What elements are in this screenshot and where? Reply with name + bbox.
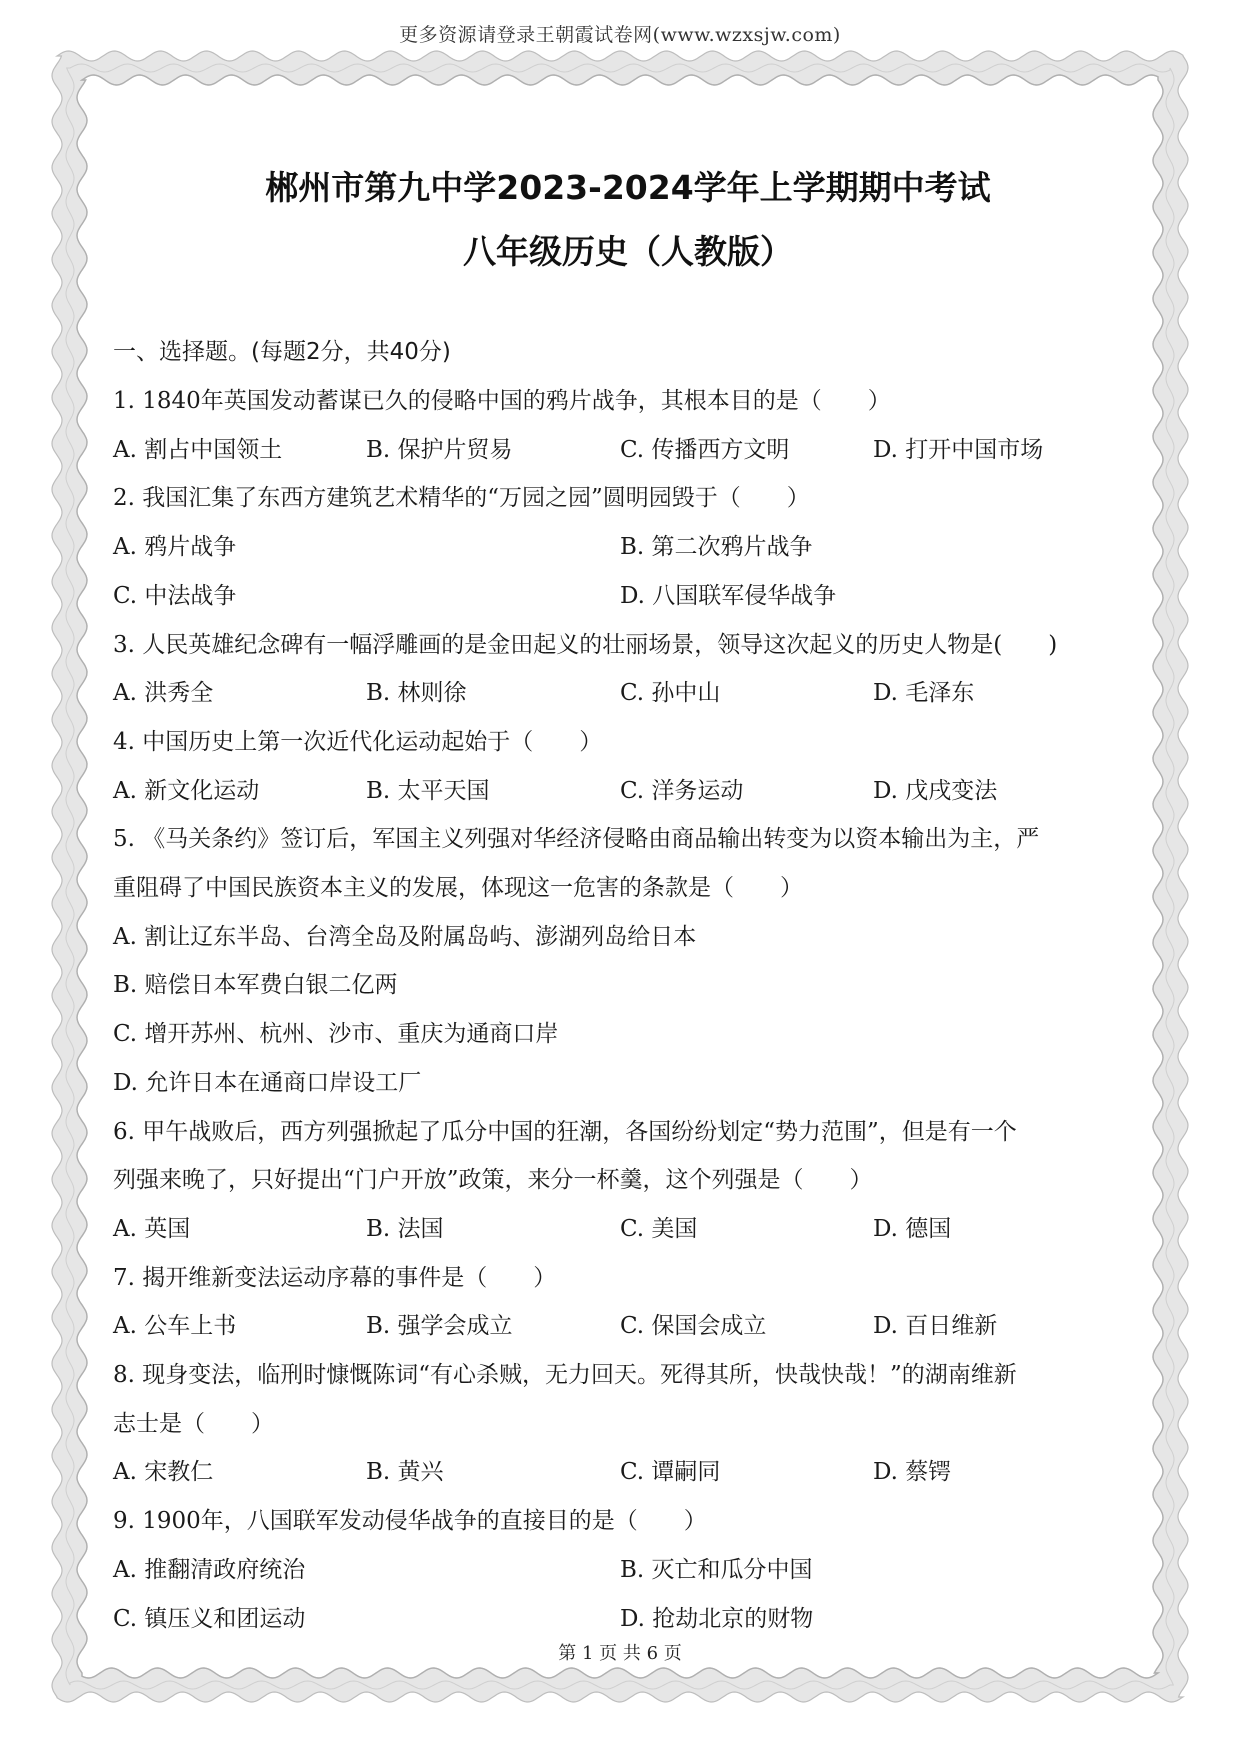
question-9-option-b: B. 灭亡和瓜分中国 <box>620 1556 813 1583</box>
question-1-option-a: A. 割占中国领土 <box>113 436 283 463</box>
question-3-option-a: A. 洪秀全 <box>113 680 214 707</box>
question-8-text: 8. 现身变法，临刑时慷慨陈词“有心杀贼，无力回天。死得其所，快哉快哉！”的湖南维新 <box>113 1362 1017 1388</box>
question-1-option-b: B. 保护片贸易 <box>366 436 513 463</box>
question-5-option-b: B. 赔偿日本军费白银二亿两 <box>113 972 398 999</box>
question-4-option-d: D. 戊戌变法 <box>873 777 998 804</box>
question-7-option-d: D. 百日维新 <box>873 1313 998 1340</box>
question-8-option-b: B. 黄兴 <box>366 1459 444 1486</box>
question-3-option-b: B. 林则徐 <box>366 680 467 707</box>
question-7-option-b: B. 强学会成立 <box>366 1313 513 1340</box>
exam-title: 郴州市第九中学2023-2024学年上学期期中考试 <box>265 168 991 207</box>
question-6-text: 列强来晚了，只好提出“门户开放”政策，来分一杯羹，这个列强是（ ） <box>113 1167 873 1194</box>
question-3-option-c: C. 孙中山 <box>620 680 721 707</box>
question-1-option-c: C. 传播西方文明 <box>620 436 790 463</box>
question-6-option-a: A. 英国 <box>113 1215 191 1242</box>
question-8-option-d: D. 蔡锷 <box>873 1459 952 1486</box>
question-5-option-c: C. 增开苏州、杭州、沙市、重庆为通商口岸 <box>113 1021 559 1048</box>
question-2-option-a: A. 鸦片战争 <box>113 534 237 561</box>
question-1-text: 1. 1840年英国发动蓄谋已久的侵略中国的鸦片战争，其根本目的是（ ） <box>113 388 891 414</box>
question-2-option-d: D. 八国联军侵华战争 <box>620 582 837 609</box>
question-4-option-a: A. 新文化运动 <box>113 777 260 804</box>
question-4-option-b: B. 太平天国 <box>366 777 490 804</box>
question-2-option-c: C. 中法战争 <box>113 582 237 609</box>
question-8-option-c: C. 谭嗣同 <box>620 1459 721 1486</box>
question-1-option-d: D. 打开中国市场 <box>873 436 1044 463</box>
question-9-option-a: A. 推翻清政府统治 <box>113 1556 306 1583</box>
question-9-option-d: D. 抢劫北京的财物 <box>620 1605 814 1632</box>
source-banner: 更多资源请登录王朝霞试卷网(www.wzxsjw.com) <box>399 24 841 46</box>
question-3-text: 3. 人民英雄纪念碑有一幅浮雕画的是金田起义的壮丽场景，领导这次起义的历史人物是( ) <box>113 631 1058 658</box>
question-6-option-d: D. 德国 <box>873 1215 952 1242</box>
question-4-text: 4. 中国历史上第一次近代化运动起始于（ ） <box>113 728 603 755</box>
question-2-text: 2. 我国汇集了东西方建筑艺术精华的“万园之园”圆明园毁于（ ） <box>113 485 810 512</box>
question-5-text: 5. 《马关条约》签订后，军国主义列强对华经济侵略由商品输出转变为以资本输出为主，严 <box>113 826 1040 853</box>
question-9-option-c: C. 镇压义和团运动 <box>113 1605 306 1632</box>
question-2-option-b: B. 第二次鸦片战争 <box>620 534 813 561</box>
question-8-option-a: A. 宋教仁 <box>113 1459 214 1486</box>
question-3-option-d: D. 毛泽东 <box>873 680 975 707</box>
question-9-text: 9. 1900年，八国联军发动侵华战争的直接目的是（ ） <box>113 1508 707 1535</box>
question-8-text: 志士是（ ） <box>113 1410 274 1437</box>
question-4-option-c: C. 洋务运动 <box>620 777 744 804</box>
question-5-text: 重阻碍了中国民族资本主义的发展，体现这一危害的条款是（ ） <box>113 875 803 901</box>
question-5-option-a: A. 割让辽东半岛、台湾全岛及附属岛屿、澎湖列岛给日本 <box>113 923 697 950</box>
page-footer: 第 1 页 共 6 页 <box>558 1643 682 1664</box>
question-7-text: 7. 揭开维新变法运动序幕的事件是（ ） <box>113 1264 557 1291</box>
exam-subtitle: 八年级历史（人教版） <box>463 232 793 271</box>
question-7-option-a: A. 公车上书 <box>113 1313 237 1340</box>
question-5-option-d: D. 允许日本在通商口岸设工厂 <box>113 1069 422 1096</box>
question-6-option-b: B. 法国 <box>366 1215 444 1242</box>
section-heading: 一、选择题。(每题2分，共40分) <box>113 339 451 365</box>
question-7-option-c: C. 保国会成立 <box>620 1313 767 1340</box>
question-6-text: 6. 甲午战败后，西方列强掀起了瓜分中国的狂潮，各国纷纷划定“势力范围”，但是有一个 <box>113 1118 1017 1145</box>
question-6-option-c: C. 美国 <box>620 1215 698 1242</box>
